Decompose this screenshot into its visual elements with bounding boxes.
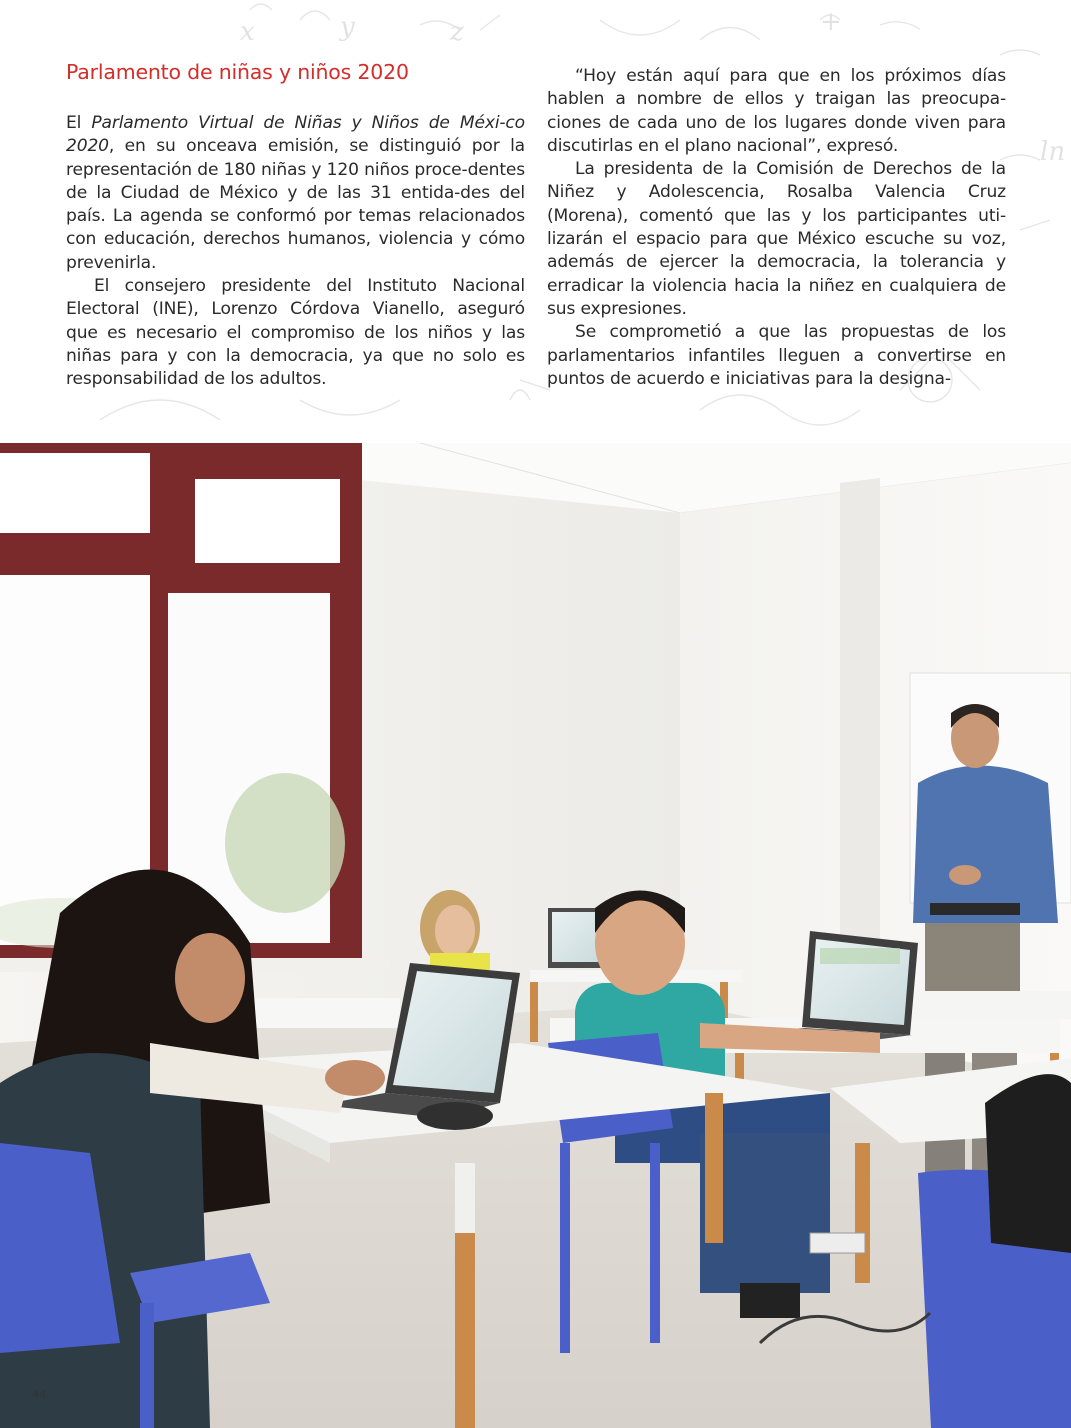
paragraph: “Hoy están aquí para que en los próximos días hablen a nombre de ellos y traigan las preocupa-ciones de cada uno de los lugares donde viven para discutirlas en el plano nacional”, expresó.	[547, 66, 1006, 156]
svg-text:y: y	[340, 12, 355, 42]
page-number: 44	[32, 1388, 46, 1401]
paragraph-body: , en su onceava emisión, se distinguió por la representación de 180 niñas y 120 niños proce-dentes de la Ciudad de México y de las 31 entida-des del país. La agenda se conformó por temas relacionados con educación, derechos humanos, violencia y cómo prevenirla.	[66, 136, 525, 273]
svg-text:z: z	[450, 17, 464, 47]
italic-event-title: Parlamento Virtual de Niñas y Niños de Méxi-co 2020	[66, 113, 525, 157]
svg-text:+: +	[820, 7, 842, 37]
paragraph: La presidenta de la Comisión de Derechos de la Niñez y Adolescencia, Rosalba Valencia Cruz (Morena), comentó que las y los participantes uti-lizarán el espacio para que México escuche su voz, además de ejercer la democracia, la tolerancia y erradicar la violencia hacia la niñez en cualquiera de sus expresiones.	[547, 159, 1006, 319]
classroom-photo	[0, 443, 1071, 1428]
svg-text:x: x	[240, 17, 255, 47]
article-heading: Parlamento de niñas y niños 2020	[66, 60, 409, 84]
article-right-column	[547, 65, 1006, 391]
paragraph-lead: El	[66, 113, 92, 133]
paragraph: El consejero presidente del Instituto Nacional Electoral (INE), Lorenzo Córdova Vianello, aseguró que es necesario el compromiso de los niños y las niñas para y con la democracia, ya que no solo es responsabilidad de los adultos.	[66, 276, 525, 390]
article-left-column	[66, 112, 525, 392]
paragraph: Se comprometió a que las propuestas de los parlamentarios infantiles lleguen a convertirse en puntos de acuerdo e iniciativas para la designa-	[547, 322, 1006, 389]
svg-text:ln: ln	[1040, 137, 1066, 167]
paragraph	[66, 112, 525, 275]
